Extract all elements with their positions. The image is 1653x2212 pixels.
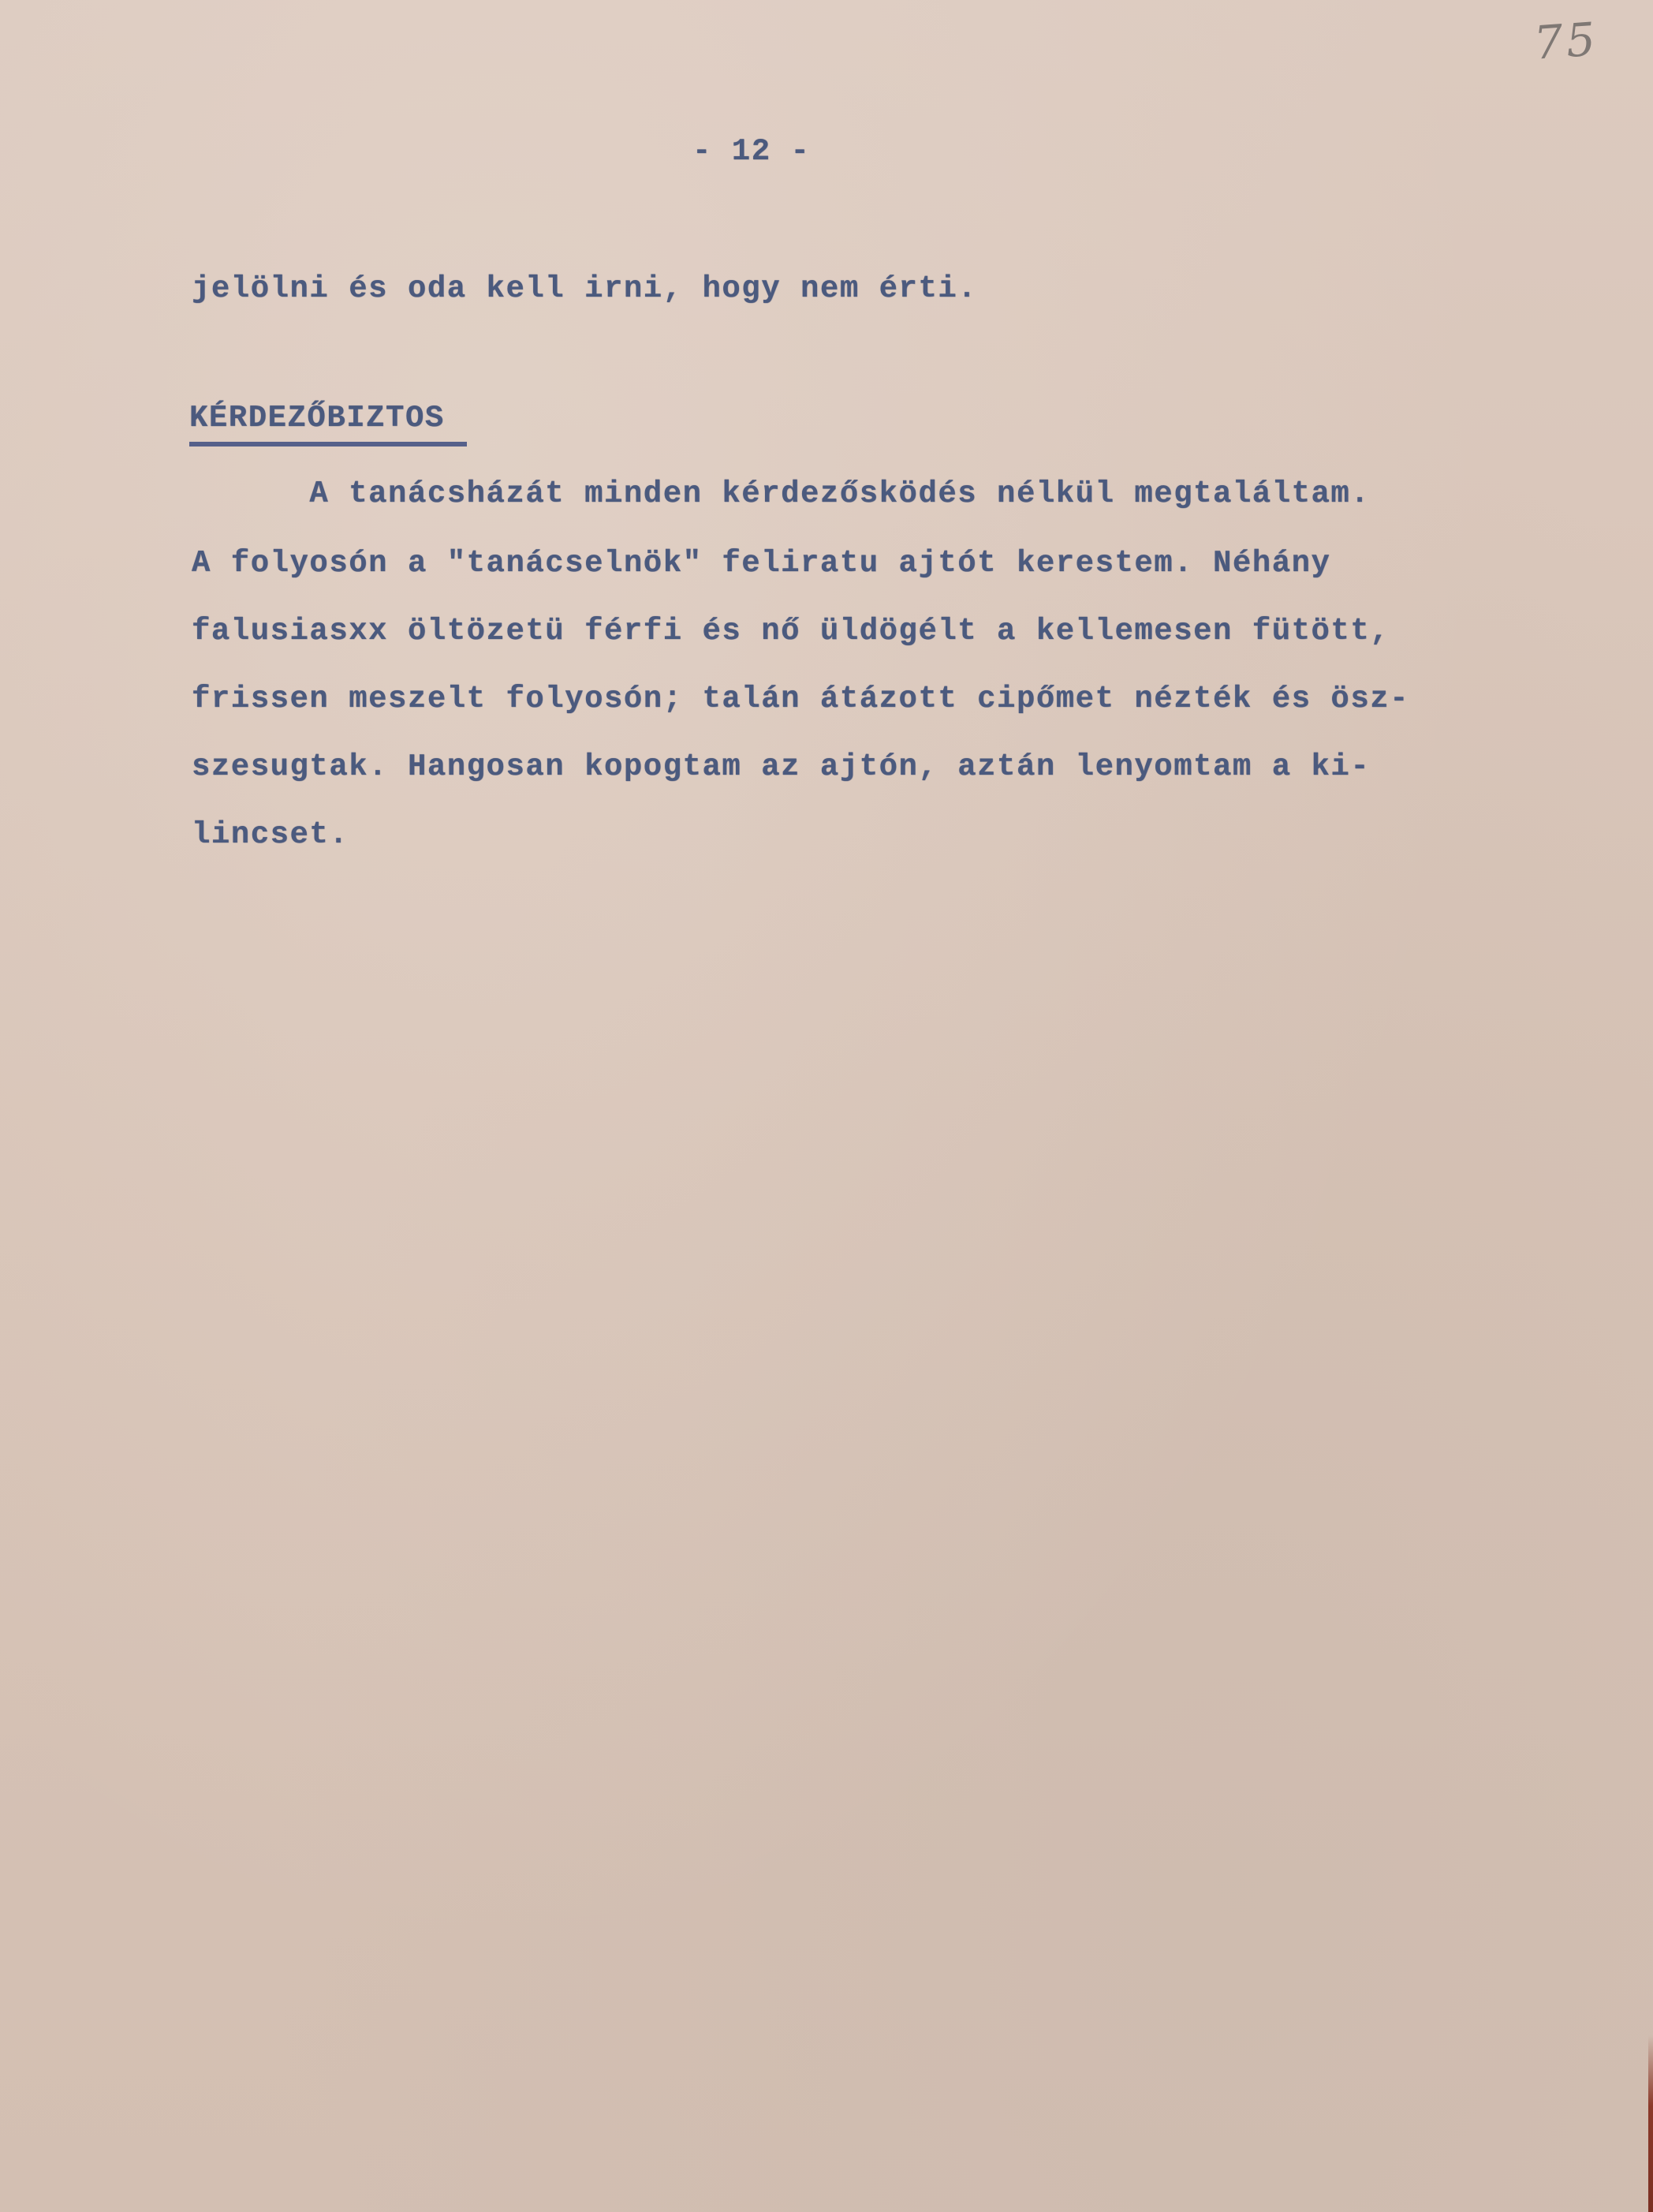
continuation-line: jelölni és oda kell irni, hogy nem érti. <box>192 271 978 306</box>
paragraph-line: A folyosón a "tanácselnök" feliratu ajtót kerestem. Néhány <box>192 546 1331 581</box>
background-edge <box>1648 2035 1653 2212</box>
paragraph-line: falusiasxx öltözetü férfi és nő üldögélt a kellemesen fütött, <box>192 614 1390 648</box>
section-heading: KÉRDEZŐBIZTOS <box>189 401 467 447</box>
handwritten-page-annotation: 75 <box>1532 12 1601 70</box>
page-number: - 12 - <box>692 134 811 169</box>
paragraph-line: frissen meszelt folyosón; talán átázott cipőmet nézték és ösz- <box>192 682 1410 716</box>
paragraph-line: A tanácsházát minden kérdezősködés nélkül megtaláltam. <box>192 476 1371 511</box>
paragraph-line: szesugtak. Hangosan kopogtam az ajtón, aztán lenyomtam a ki- <box>192 749 1371 784</box>
paragraph-line: lincset. <box>192 817 349 852</box>
